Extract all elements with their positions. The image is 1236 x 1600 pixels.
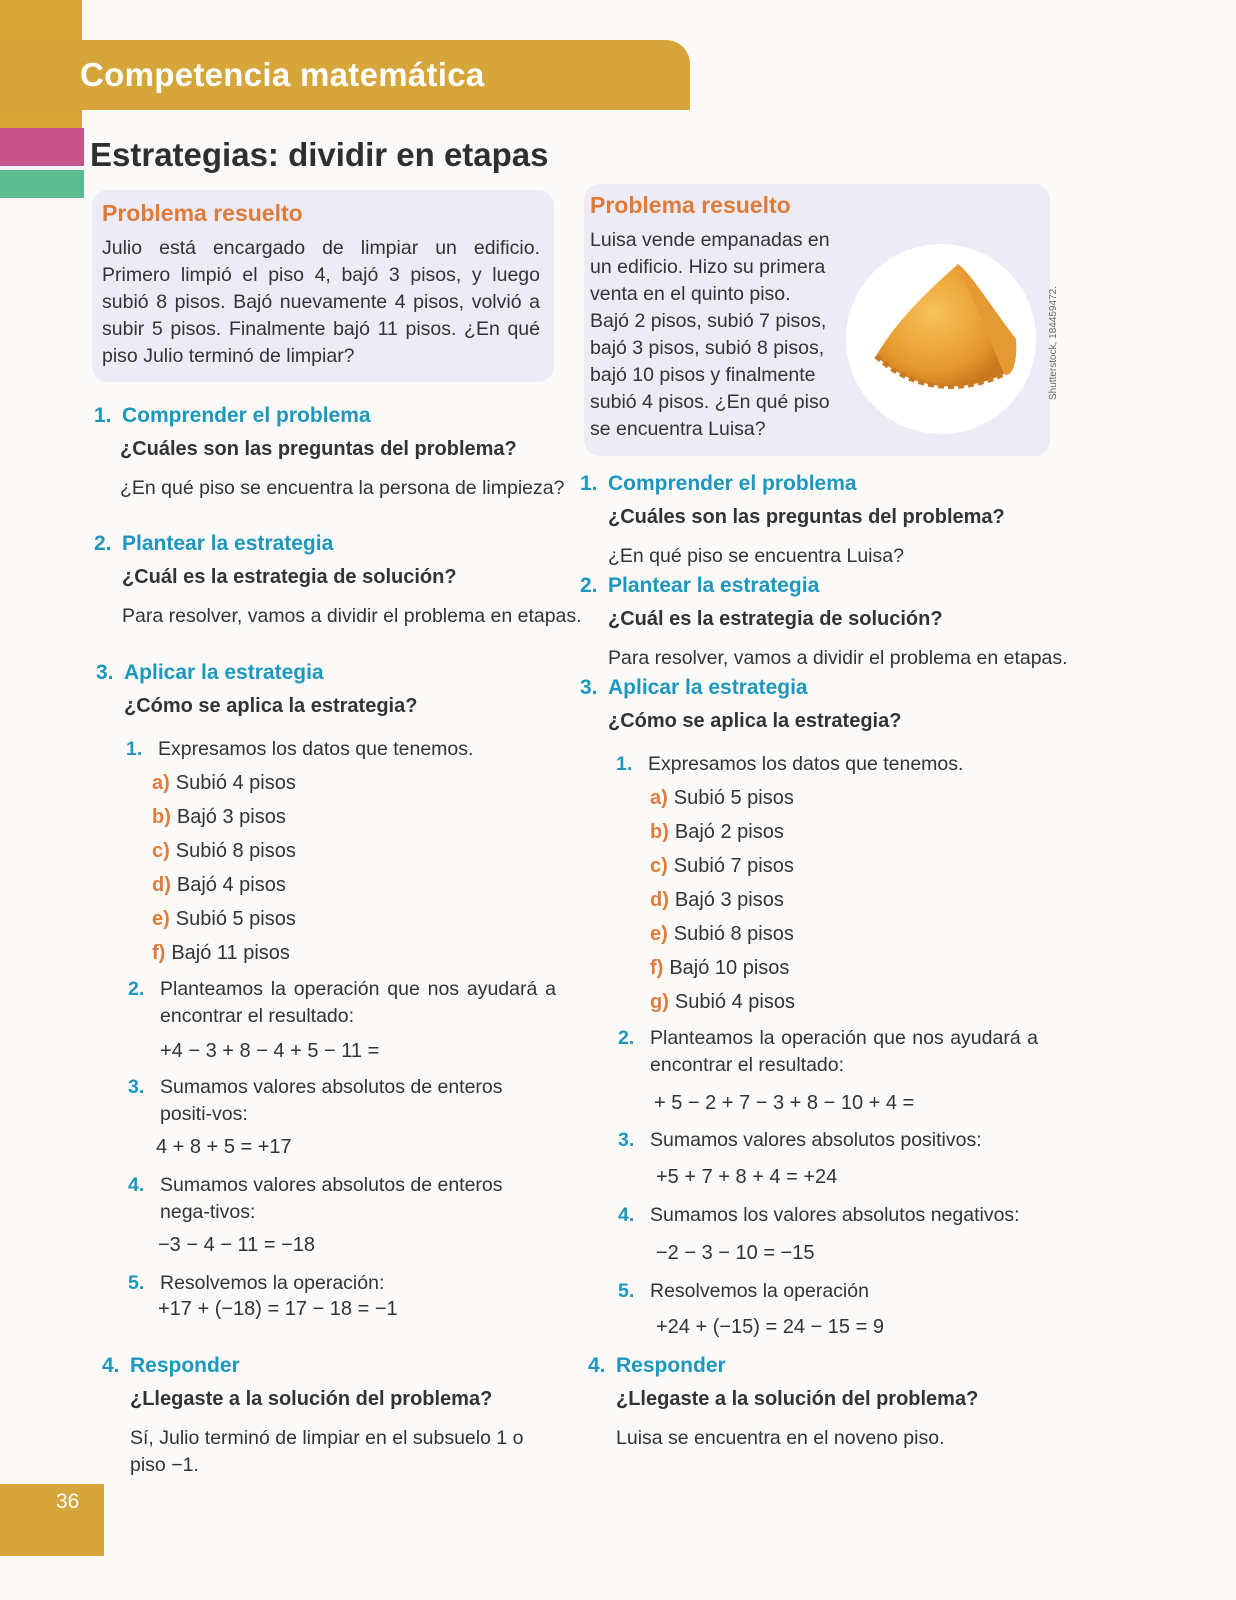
box-title: Problema resuelto	[590, 192, 791, 218]
step-heading	[96, 661, 417, 685]
operation-expression: −2 − 3 − 10 = −15	[656, 1242, 815, 1264]
operation-expression: + 5 − 2 + 7 − 3 + 8 − 10 + 4 =	[654, 1092, 915, 1114]
left-substep-1	[126, 736, 473, 763]
step-heading	[94, 532, 582, 556]
item-letter: a)	[152, 772, 170, 794]
item-text: Bajó 11 pisos	[171, 942, 290, 964]
box-title: Problema resuelto	[102, 200, 303, 226]
step-number: 2.	[94, 532, 112, 555]
item-text: Subió 4 pisos	[674, 991, 795, 1013]
image-credit: Shutterstock, 184459472.	[1048, 286, 1059, 400]
step-answer: Para resolver, vamos a dividir el problema en etapas.	[122, 605, 582, 627]
item-letter: e)	[152, 908, 170, 930]
right-step-plan	[580, 574, 1068, 672]
left-substep-5	[128, 1270, 384, 1297]
operation-expression: +17 + (−18) = 17 − 18 = −1	[158, 1298, 398, 1320]
step-heading-text: Comprender el problema	[608, 472, 857, 495]
substep-number: 3.	[128, 1076, 145, 1098]
page-number-tab	[0, 1484, 104, 1556]
substep-text: Sumamos los valores absolutos negativos:	[650, 1204, 1020, 1226]
substep-number: 1.	[616, 753, 633, 775]
empanada-illustration	[846, 244, 1036, 434]
step-number: 4.	[102, 1354, 120, 1377]
step-heading	[588, 1354, 1048, 1378]
step-question: ¿Llegaste a la solución del problema?	[130, 1388, 493, 1410]
step-question: ¿Cuál es la estrategia de solución?	[122, 566, 457, 588]
substep-text: Sumamos valores absolutos de enteros nega-tivos:	[160, 1174, 503, 1223]
step-question: ¿Cuáles son las preguntas del problema?	[120, 438, 517, 460]
substep-text: Planteamos la operación que nos ayudará a encontrar el resultado:	[160, 978, 556, 1027]
item-text: Subió 8 pisos	[673, 923, 794, 945]
operation-expression: +4 − 3 + 8 − 4 + 5 − 11 =	[160, 1040, 380, 1062]
substep-text: Expresamos los datos que tenemos.	[158, 738, 474, 760]
substep-text: Resolvemos la operación:	[160, 1272, 385, 1294]
substep-number: 4.	[128, 1174, 145, 1196]
step-number: 1.	[94, 404, 112, 427]
item-letter: b)	[152, 806, 171, 828]
operation-expression: +5 + 7 + 8 + 4 = +24	[656, 1166, 838, 1188]
step-number: 4.	[588, 1354, 606, 1377]
right-substep-4	[618, 1202, 1020, 1229]
substep-text: Sumamos valores absolutos de enteros positi-vos:	[160, 1076, 503, 1125]
step-number: 1.	[580, 472, 598, 495]
step-answer: Luisa se encuentra en el noveno piso.	[616, 1427, 945, 1449]
right-step-understand	[580, 472, 1005, 570]
list-item	[650, 957, 789, 980]
step-heading-text: Plantear la estrategia	[122, 532, 334, 555]
list-item	[650, 889, 784, 912]
step-number: 2.	[580, 574, 598, 597]
list-item	[650, 787, 794, 810]
step-heading-text: Aplicar la estrategia	[124, 661, 324, 684]
item-text: Bajó 4 pisos	[176, 874, 286, 896]
item-text: Bajó 3 pisos	[674, 889, 784, 911]
item-letter: c)	[650, 855, 668, 877]
step-heading	[102, 1354, 562, 1378]
empanada-image	[846, 244, 1036, 434]
step-heading-text: Responder	[130, 1354, 240, 1377]
substep-text: Resolvemos la operación	[650, 1280, 869, 1302]
substep-text: Expresamos los datos que tenemos.	[648, 753, 964, 775]
step-question: ¿Cómo se aplica la estrategia?	[608, 710, 902, 732]
step-heading-text: Comprender el problema	[122, 404, 371, 427]
step-answer: Sí, Julio terminó de limpiar en el subsuelo 1 o piso −1.	[130, 1427, 524, 1476]
step-heading-text: Responder	[616, 1354, 726, 1377]
item-letter: e)	[650, 923, 668, 945]
right-substep-1	[616, 751, 963, 778]
step-question: ¿Cuál es la estrategia de solución?	[608, 608, 943, 630]
substep-number: 2.	[128, 978, 145, 1000]
list-item	[152, 772, 296, 795]
step-number: 3.	[96, 661, 114, 684]
list-item	[650, 855, 794, 878]
left-substep-3	[128, 1074, 558, 1128]
step-question: ¿Cómo se aplica la estrategia?	[124, 695, 418, 717]
left-step-apply	[96, 661, 417, 718]
list-item	[152, 942, 290, 965]
substep-number: 5.	[128, 1272, 145, 1294]
step-heading	[580, 676, 901, 700]
item-text: Bajó 2 pisos	[674, 821, 784, 843]
list-item	[650, 923, 794, 946]
item-text: Subió 7 pisos	[673, 855, 794, 877]
item-letter: f)	[152, 942, 166, 964]
left-step-understand	[94, 404, 564, 502]
right-substep-5	[618, 1278, 869, 1305]
operation-expression: +24 + (−15) = 24 − 15 = 9	[656, 1316, 884, 1338]
item-text: Subió 4 pisos	[175, 772, 296, 794]
problem-statement: Luisa vende empanadas en un edificio. Hizo su primera venta en el quinto piso. Bajó 2 pisos, subió 7 pisos, bajó 3 pisos, subió 8 pisos, bajó 10 pisos y finalmente subió 4 pisos. ¿En qué piso se encuentra Luisa?	[590, 229, 830, 440]
decorative-stripe-pink	[0, 128, 84, 166]
step-answer: Para resolver, vamos a dividir el problema en etapas.	[608, 647, 1068, 669]
page-number: 36	[56, 1490, 80, 1513]
operation-expression: 4 + 8 + 5 = +17	[156, 1136, 292, 1158]
page-title: Estrategias: dividir en etapas	[90, 136, 549, 173]
substep-text: Sumamos valores absolutos positivos:	[650, 1129, 982, 1151]
section-header-bar	[0, 40, 690, 110]
item-letter: c)	[152, 840, 170, 862]
problem-statement: Julio está encargado de limpiar un edificio. Primero limpió el piso 4, bajó 3 pisos, y luego subió 8 pisos. Bajó nuevamente 4 pisos, volvió a subir 5 pisos. Finalmente bajó 11 pisos. ¿En qué piso Julio terminó de limpiar?	[102, 237, 540, 367]
step-question: ¿Cuáles son las preguntas del problema?	[608, 506, 1005, 528]
step-heading	[94, 404, 564, 428]
list-item	[650, 991, 795, 1014]
step-heading-text: Plantear la estrategia	[608, 574, 820, 597]
section-title: Competencia matemática	[80, 56, 485, 93]
step-heading-text: Aplicar la estrategia	[608, 676, 808, 699]
item-letter: d)	[152, 874, 171, 896]
left-step-respond	[102, 1354, 562, 1479]
step-answer: ¿En qué piso se encuentra Luisa?	[608, 545, 904, 567]
item-letter: a)	[650, 787, 668, 809]
left-step-plan	[94, 532, 582, 630]
left-substep-2	[128, 976, 558, 1030]
operation-expression: −3 − 4 − 11 = −18	[158, 1234, 315, 1256]
substep-text: Planteamos la operación que nos ayudará a encontrar el resultado:	[650, 1027, 1038, 1076]
item-text: Subió 5 pisos	[175, 908, 296, 930]
substep-number: 5.	[618, 1280, 635, 1302]
item-text: Subió 8 pisos	[175, 840, 296, 862]
list-item	[650, 821, 784, 844]
left-substep-4	[128, 1172, 558, 1226]
substep-number: 1.	[126, 738, 143, 760]
item-letter: g)	[650, 991, 669, 1013]
item-letter: d)	[650, 889, 669, 911]
item-letter: b)	[650, 821, 669, 843]
item-letter: f)	[650, 957, 664, 979]
step-heading	[580, 472, 1005, 496]
list-item	[152, 806, 286, 829]
item-text: Subió 5 pisos	[673, 787, 794, 809]
right-step-apply	[580, 676, 901, 733]
list-item	[152, 840, 296, 863]
substep-number: 3.	[618, 1129, 635, 1151]
item-text: Bajó 10 pisos	[669, 957, 790, 979]
right-step-respond	[588, 1354, 1048, 1452]
substep-number: 2.	[618, 1027, 635, 1049]
step-answer: ¿En qué piso se encuentra la persona de limpieza?	[120, 477, 565, 499]
list-item	[152, 908, 296, 931]
substep-number: 4.	[618, 1204, 635, 1226]
solved-problem-box-left	[92, 190, 554, 382]
step-number: 3.	[580, 676, 598, 699]
step-heading	[580, 574, 1068, 598]
decorative-stripe-green	[0, 170, 84, 198]
right-substep-3	[618, 1127, 982, 1154]
right-substep-2	[618, 1025, 1042, 1079]
list-item	[152, 874, 286, 897]
step-question: ¿Llegaste a la solución del problema?	[616, 1388, 979, 1410]
item-text: Bajó 3 pisos	[176, 806, 286, 828]
